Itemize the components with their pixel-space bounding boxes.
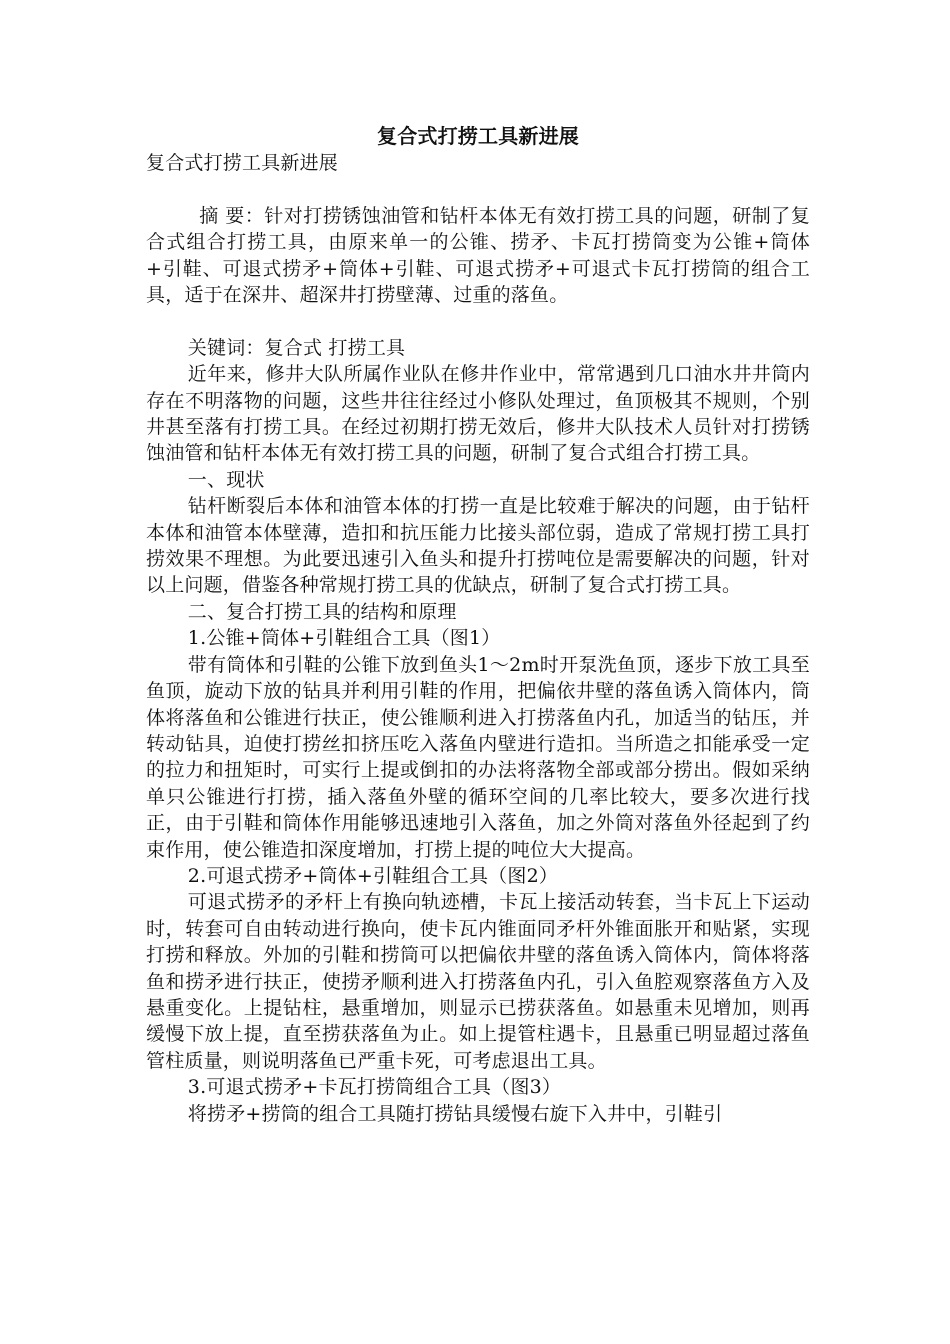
blank-line: [146, 308, 810, 334]
intro-paragraph: 近年来，修井大队所属作业队在修井作业中，常常遇到几口油水井井筒内存在不明落物的问题，这些井往往经过小修队处理过，鱼顶极其不规则，个别井甚至落有打捞工具。在经过初期打捞无效后，修井大队技术人员针对打捞锈蚀油管和钻杆本体无有效打捞工具的问题，研制了复合式组合打捞工具。: [146, 363, 810, 465]
blank-line: [146, 176, 810, 202]
section-heading-structure: 二、复合打捞工具的结构和原理: [187, 600, 457, 623]
item-heading-1: 1.公锥+筒体+引鞋组合工具（图1）: [187, 627, 501, 650]
abstract-paragraph: 摘 要：针对打捞锈蚀油管和钻杆本体无有效打捞工具的问题，研制了复合式组合打捞工具，由原来单一的公锥、捞矛、卡瓦打捞筒变为公锥+筒体+引鞋、可退式捞矛+筒体+引鞋、可退式捞矛+可退式卡瓦打捞筒的组合工具，适于在深井、超深井打捞壁薄、过重的落鱼。: [146, 204, 810, 307]
item-paragraph-1: 带有筒体和引鞋的公锥下放到鱼头1～2m时开泵洗鱼顶，逐步下放工具至鱼顶，旋动下放的钻具并利用引鞋的作用，把偏依井壁的落鱼诱入筒体内，筒体将落鱼和公锥进行扶正，使公锥顺利进入打捞落鱼内孔，加适当的钻压，并转动钻具，迫使打捞丝扣挤压吃入落鱼内壁进行造扣。当所造之扣能承受一定的拉力和扭矩时，可实行上提或倒扣的办法将落物全部或部分捞出。假如采纳单只公锥进行打捞，插入落鱼外壁的循环空间的几率比较大，要多次进行找正，由于引鞋和筒体作用能够迅速地引入落鱼，加之外筒对落鱼外径起到了约束作用，使公锥造扣深度增加，打捞上提的吨位大大提高。: [146, 653, 810, 861]
document-subtitle: 复合式打捞工具新进展: [146, 152, 339, 174]
item-paragraph-3: 将捞矛+捞筒的组合工具随打捞钻具缓慢右旋下入井中，引鞋引: [187, 1102, 723, 1125]
item-heading-3: 3.可退式捞矛+卡瓦打捞筒组合工具（图3）: [187, 1076, 562, 1099]
section-status-paragraph: 钻杆断裂后本体和油管本体的打捞一直是比较难于解决的问题，由于钻杆本体和油管本体壁薄，造扣和抗压能力比接头部位弱，造成了常规打捞工具打捞效果不理想。为此要迅速引入鱼头和提升打捞吨位是需要解决的问题，针对以上问题，借鉴各种常规打捞工具的优缺点，研制了复合式打捞工具。: [146, 495, 810, 597]
section-heading-status: 一、现状: [187, 468, 265, 491]
keywords-line: 关键词：复合式 打捞工具: [187, 336, 406, 359]
item-heading-2: 2.可退式捞矛+筒体+引鞋组合工具（图2）: [187, 864, 559, 887]
document-body: [146, 122, 810, 1127]
item-paragraph-2: 可退式捞矛的矛杆上有换向轨迹槽，卡瓦上接活动转套，当卡瓦上下运动时，转套可自由转动进行换向，使卡瓦内锥面同矛杆外锥面胀开和贴紧，实现打捞和释放。外加的引鞋和捞筒可以把偏依井壁的落鱼诱入筒体内，筒体将落鱼和捞矛进行扶正，使捞矛顺利进入打捞落鱼内孔，引入鱼腔观察落鱼方入及悬重变化。上提钻柱，悬重增加，则显示已捞获落鱼。如悬重未见增加，则再缓慢下放上提，直至捞获落鱼为止。如上提管柱遇卡，且悬重已明显超过落鱼管柱质量，则说明落鱼已严重卡死，可考虑退出工具。: [146, 891, 810, 1072]
document-title: 复合式打捞工具新进展: [377, 124, 579, 148]
